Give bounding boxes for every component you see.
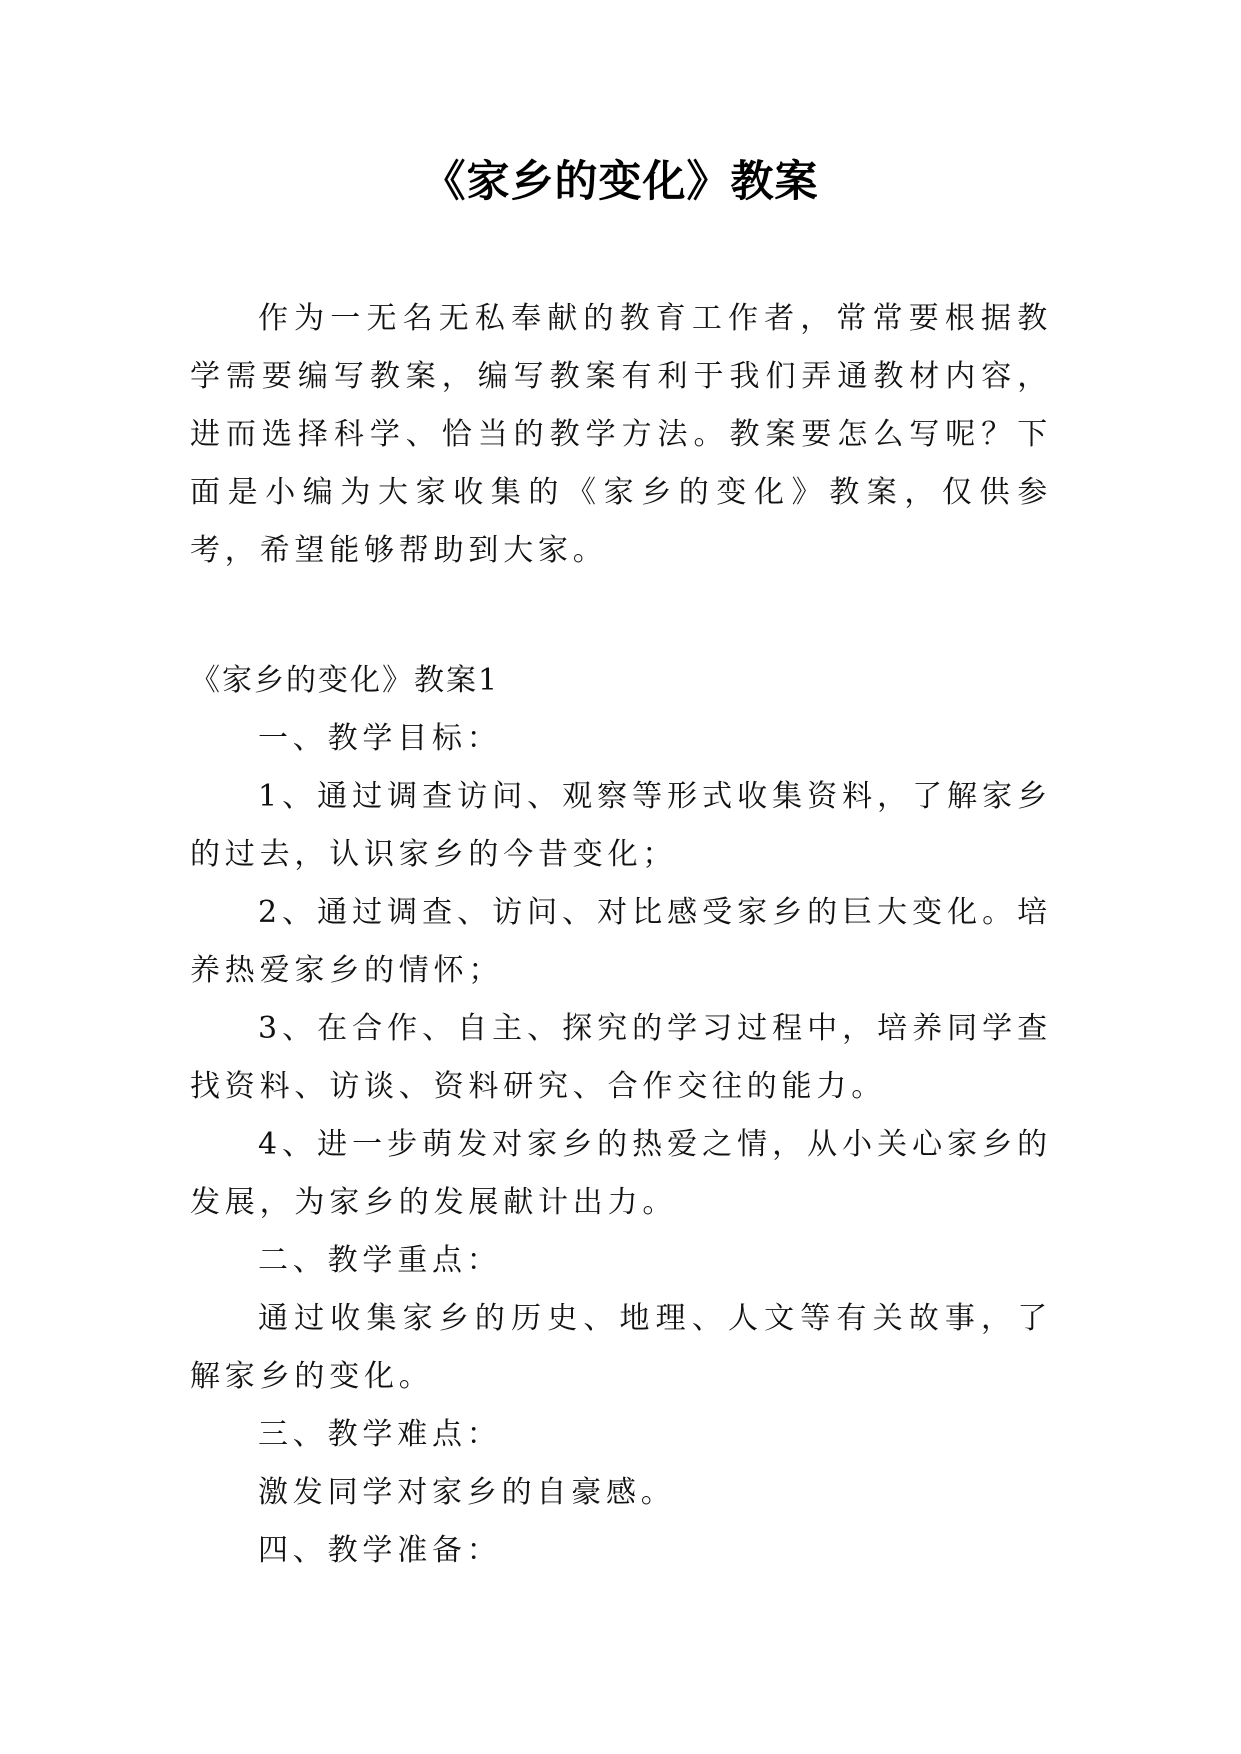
objectives-heading: 一、教学目标：: [258, 721, 502, 756]
section-heading: 《家乡的变化》教案1: [190, 663, 500, 698]
document-body: [190, 290, 1052, 1580]
difficulties-text: 激发同学对家乡的自豪感。: [258, 1475, 676, 1510]
objective-item-3: 3、在合作、自主、探究的学习过程中，培养同学查找资料、访谈、资料研究、合作交往的能力。: [190, 1011, 1052, 1104]
preparation-heading: 四、教学准备：: [258, 1533, 502, 1568]
objective-item-4: 4、进一步萌发对家乡的热爱之情，从小关心家乡的发展，为家乡的发展献计出力。: [190, 1127, 1052, 1220]
section-spacer: [190, 580, 1052, 652]
objective-item-2: 2、通过调查、访问、对比感受家乡的巨大变化。培养热爱家乡的情怀；: [190, 895, 1052, 988]
key-points-heading: 二、教学重点：: [258, 1243, 502, 1278]
objective-item-1: 1、通过调查访问、观察等形式收集资料，了解家乡的过去，认识家乡的今昔变化；: [190, 779, 1052, 872]
difficulties-heading: 三、教学难点：: [258, 1417, 502, 1452]
document-title: 《家乡的变化》教案: [422, 157, 819, 207]
key-points-text: 通过收集家乡的历史、地理、人文等有关故事，了解家乡的变化。: [190, 1301, 1052, 1394]
intro-paragraph: 作为一无名无私奉献的教育工作者，常常要根据教学需要编写教案，编写教案有利于我们弄通教材内容，进而选择科学、恰当的教学方法。教案要怎么写呢？下面是小编为大家收集的《家乡的变化》教案，仅供参考，希望能够帮助到大家。: [190, 301, 1052, 568]
